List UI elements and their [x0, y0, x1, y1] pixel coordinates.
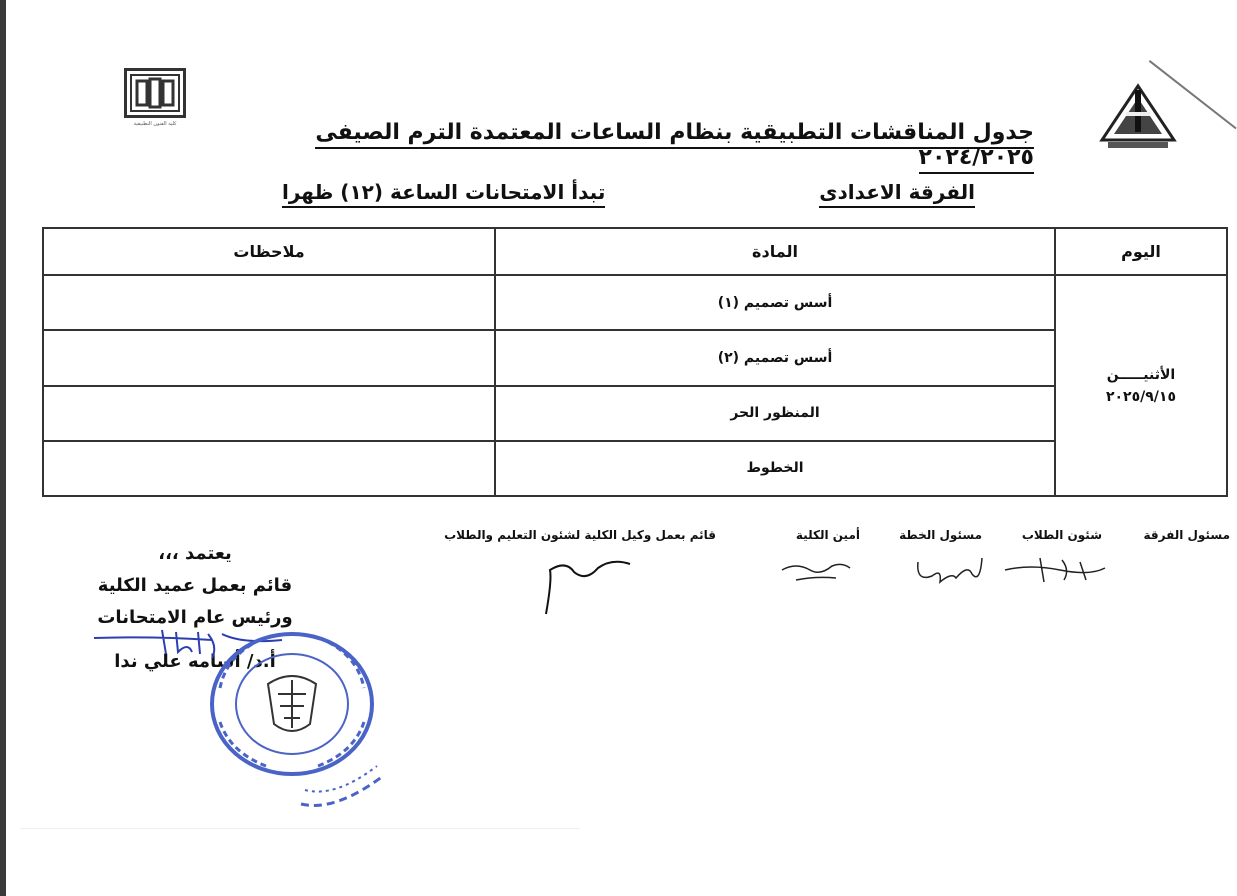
subject-cell: أسس تصميم (٢)	[495, 330, 1055, 385]
signature-vice-dean	[538, 550, 638, 620]
approval-name: أ.د/ أسامه علي ندا	[114, 651, 276, 672]
signatories-row	[380, 528, 1230, 548]
document-title: جدول المناقشات التطبيقية بنظام الساعات المعتمدة الترم الصيفى ٢٠٢٤/٢٠٢٥	[234, 120, 1034, 170]
approval-line2: قائم بعمل عميد الكلية	[97, 575, 293, 596]
scan-left-border	[0, 0, 6, 896]
notes-cell	[43, 275, 495, 330]
role-vice-dean: قائم بعمل وكيل الكلية لشئون التعليم والطلاب	[444, 528, 716, 542]
day-name: الأثنيـــــن	[1106, 366, 1176, 383]
role-student-affairs: شئون الطلاب	[1021, 528, 1102, 542]
level-label: الفرقة الاعدادى	[819, 180, 975, 204]
table-header-row	[43, 228, 1227, 275]
signature-student-affairs	[1000, 550, 1110, 586]
official-seal-stamp	[206, 628, 378, 780]
notes-cell	[43, 441, 495, 496]
signature-faculty-secretary	[776, 552, 856, 584]
university-logo	[1098, 82, 1178, 152]
day-date: ٢٠٢٥/٩/١٥	[1105, 388, 1177, 405]
schedule-table	[42, 227, 1228, 497]
table-row	[43, 330, 1227, 385]
role-plan-officer: مسئول الخطة	[899, 528, 982, 542]
role-faculty-secretary: أمين الكلية	[795, 528, 860, 542]
subject-cell: أسس تصميم (١)	[495, 275, 1055, 330]
notes-cell	[43, 386, 495, 441]
faculty-logo	[120, 68, 190, 148]
header-subject: المادة	[495, 228, 1055, 275]
table-row	[43, 275, 1227, 330]
role-class-officer: مسئول الفرقة	[1143, 528, 1230, 542]
signature-plan-officer	[912, 548, 988, 592]
subject-cell: الخطوط	[495, 441, 1055, 496]
seal-serial-stamp	[295, 760, 390, 820]
header-notes: ملاحظات	[43, 228, 495, 275]
header-day: اليوم	[1055, 228, 1227, 275]
approval-line1: يعتمد ،،،	[158, 543, 232, 564]
exam-start-label: تبدأ الامتحانات الساعة (١٢) ظهرا	[282, 180, 605, 204]
notes-cell	[43, 330, 495, 385]
approval-line3: ورئيس عام الامتحانات	[97, 607, 293, 628]
faculty-logo-caption: كلية الفنون التطبيقية	[133, 121, 177, 127]
subject-cell: المنظور الحر	[495, 386, 1055, 441]
table-row	[43, 386, 1227, 441]
table-row	[43, 441, 1227, 496]
scan-artifact-faint-line	[20, 828, 580, 829]
day-cell	[1055, 275, 1227, 496]
